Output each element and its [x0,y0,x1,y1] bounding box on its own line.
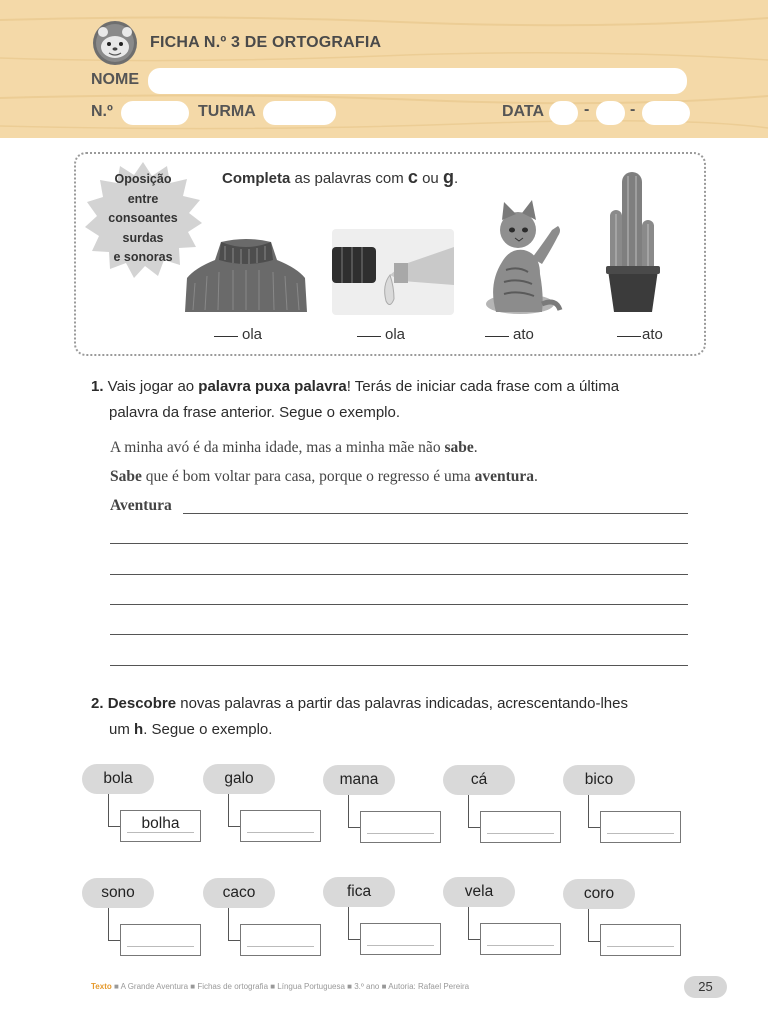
publisher-logo: Texto [91,982,112,991]
writing-line[interactable] [110,665,688,666]
date-month-field[interactable] [596,101,625,125]
date-separator: - [630,101,636,118]
word-pill: vela [443,877,515,907]
word-pill: galo [203,764,275,794]
word-pill: bola [82,764,154,794]
date-year-field[interactable] [642,101,690,125]
answer-box[interactable] [480,811,561,843]
date-day-field[interactable] [549,101,578,125]
exercise-number: 2. [91,695,104,712]
letter-c: c [407,167,418,187]
word-pill: fica [323,877,395,907]
word-pill: bico [563,765,635,795]
writing-line[interactable] [110,634,688,635]
fill-word-4[interactable]: ato [617,326,663,343]
answer-box[interactable] [360,811,441,843]
answer-box[interactable] [120,924,201,956]
footer-credits: Texto ■ A Grande Aventura ■ Fichas de ortografia ■ Língua Portuguesa ■ 3.º ano ■ Autoria: Rafael Pereira [91,982,470,991]
answer-box[interactable] [240,924,321,956]
cactus-image [606,170,660,315]
box-instruction: Completa as palavras com c ou g. [222,167,459,187]
name-field[interactable] [148,68,687,94]
cat-image [482,200,564,316]
word-pill: cá [443,765,515,795]
answer-box[interactable] [480,923,561,955]
fill-word-2[interactable]: ola [357,326,405,343]
exercise-1-instruction: 1. Vais jogar ao palavra puxa palavra! Terás de iniciar cada frase com a última palavra da frase anterior. Segue o exemplo. [91,378,620,421]
example-answer: bolha [141,815,180,832]
exercise-2-instruction: 2. Descobre novas palavras a partir das palavras indicadas, acrescentando-lhes um h. Segue o exemplo. [91,695,628,738]
word-pill: caco [203,878,275,908]
word-pill: sono [82,878,154,908]
answer-box[interactable] [600,924,681,956]
answer-box[interactable] [240,810,321,842]
fill-word-3[interactable]: ato [485,326,534,343]
writing-line[interactable] [110,543,688,544]
writing-line[interactable] [110,604,688,605]
word-pill: coro [563,879,635,909]
example-sentence-1: A minha avó é da minha idade, mas a minha mãe não sabe. [110,439,478,456]
number-field[interactable] [121,101,189,125]
page-number: 25 [684,976,727,998]
letter-g: g [442,167,454,187]
exercise-number: 1. [91,378,104,395]
word-pill: mana [323,765,395,795]
badge-text [92,170,194,268]
start-word: Aventura [110,497,172,514]
instruction-verb: Completa [222,170,291,187]
answer-box[interactable] [360,923,441,955]
badge-line: Oposição [114,172,172,186]
sheet-title: FICHA N.º 3 DE ORTOGRAFIA [150,34,382,51]
date-separator: - [584,101,590,118]
writing-line[interactable] [110,574,688,575]
answer-box[interactable] [600,811,681,843]
badge-line: surdas [122,230,164,245]
writing-line[interactable] [183,513,688,514]
class-label: TURMA [198,103,256,120]
name-label: NOME [91,71,139,88]
badge-line: entre [127,191,159,206]
fill-word-1[interactable]: ola [214,326,262,343]
answer-box[interactable] [120,810,201,842]
example-sentence-2: Sabe que é bom voltar para casa, porque o regresso é uma aventura. [110,468,538,485]
number-label: N.º [91,103,113,120]
hamster-mascot-icon [92,20,138,66]
badge-line: consoantes [108,211,178,225]
class-field[interactable] [263,101,336,125]
date-label: DATA [502,103,545,120]
sweater-collar-image [185,238,307,314]
glue-tube-image [332,229,454,315]
badge-line: e sonoras [113,250,173,264]
